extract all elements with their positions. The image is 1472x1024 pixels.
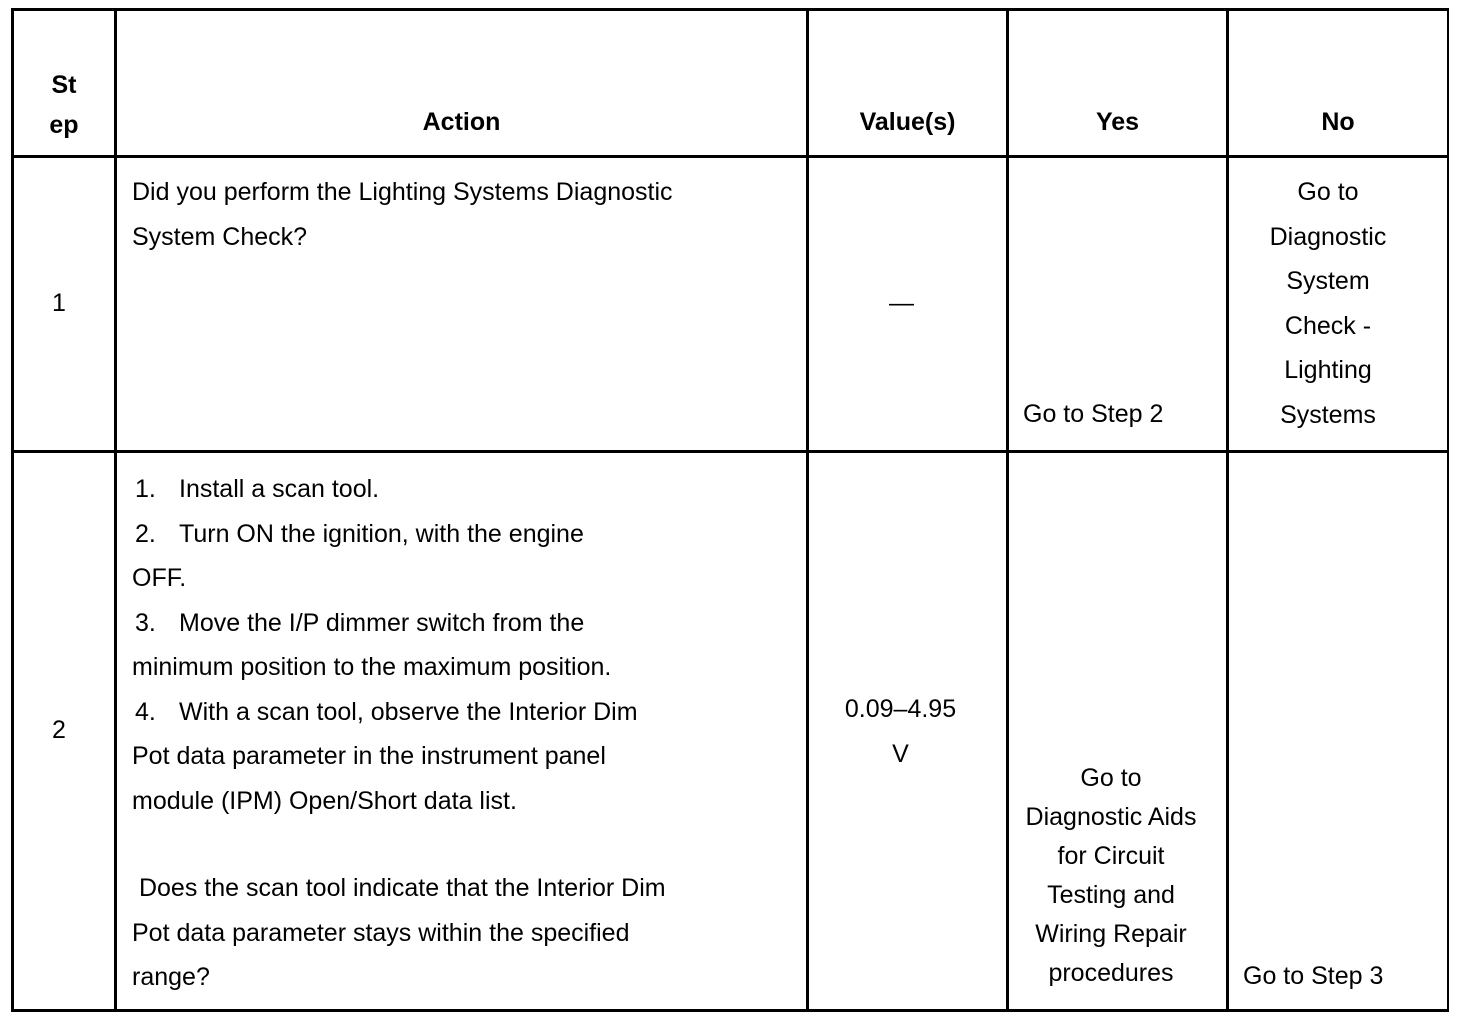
step-text: minimum position to the maximum position.: [132, 653, 612, 681]
header-values: Value(s): [859, 108, 956, 136]
step-text: Install a scan tool.: [179, 475, 380, 503]
action-step-item: [132, 556, 792, 601]
step-number: 1.: [135, 475, 156, 503]
action-step-item: [132, 645, 792, 690]
header-no: No: [1321, 108, 1355, 136]
column-divider: [1226, 11, 1229, 1009]
row1-value: —: [889, 289, 914, 317]
action-step-item: [132, 512, 792, 557]
action-step-item: [132, 690, 792, 735]
action-step-item: [132, 779, 792, 824]
header-action: Action: [422, 108, 501, 136]
diagnostic-table: [11, 8, 1449, 1012]
row1-no: Go to Diagnostic System Check - Lighting Systems: [1269, 178, 1387, 429]
column-divider: [114, 11, 117, 1009]
step-number: 4.: [135, 697, 156, 726]
row-divider: [14, 155, 1447, 158]
action-step-item: [132, 467, 792, 512]
row1-step: 1: [52, 289, 66, 317]
row2-no: Go to Step 3: [1243, 962, 1384, 990]
step-number: 3.: [135, 608, 156, 637]
step-number: 2.: [135, 519, 156, 548]
row2-action: [132, 467, 792, 823]
row2-yes: Go to Diagnostic Aids for Circuit Testing and Wiring Repair procedures: [1025, 764, 1197, 987]
row2-question: Does the scan tool indicate that the Interior Dim Pot data parameter stays within the specified range?: [132, 874, 666, 991]
header-step: St ep: [49, 71, 79, 139]
step-text: OFF.: [132, 564, 187, 592]
action-steps-list: [132, 467, 792, 823]
action-step-item: [132, 601, 792, 646]
step-text: Turn ON the ignition, with the engine: [179, 519, 584, 548]
step-text: Move the I/P dimmer switch from the: [179, 608, 585, 637]
step-text: module (IPM) Open/Short data list.: [132, 786, 517, 815]
row1-yes: Go to Step 2: [1023, 400, 1164, 428]
row2-step: 2: [52, 716, 66, 744]
step-text: With a scan tool, observe the Interior Dim: [179, 697, 638, 726]
step-text: Pot data parameter in the instrument panel: [132, 742, 606, 770]
row-divider: [14, 450, 1447, 453]
column-divider: [806, 11, 809, 1009]
action-step-item: [132, 734, 792, 779]
header-yes: Yes: [1095, 108, 1140, 136]
row2-value: 0.09–4.95 V: [844, 695, 957, 768]
row1-action: Did you perform the Lighting Systems Diagnostic System Check?: [132, 178, 673, 251]
